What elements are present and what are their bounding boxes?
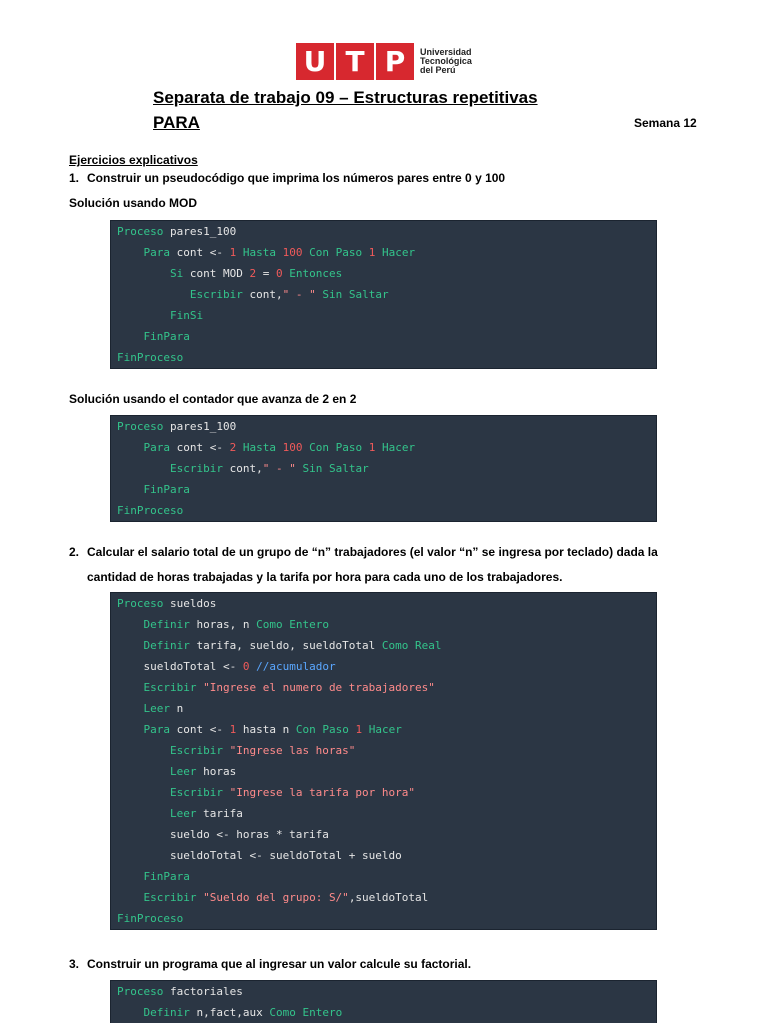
solution-label-mod: Solución usando MOD	[69, 196, 197, 210]
logo-box	[296, 43, 414, 80]
code-line: Escribir cont," - " Sin Saltar	[189, 288, 389, 301]
code-line: FinProceso	[117, 351, 184, 364]
code-block-factoriales	[110, 980, 657, 1023]
code-line: sueldo <- horas * tarifa	[117, 828, 329, 841]
exercise-1	[69, 171, 505, 186]
code-line: Para cont <- 1 hasta n Con Paso 1 Hacer	[143, 723, 402, 736]
code-line: FinProceso	[117, 504, 184, 517]
code-line: Proceso pares1_100	[117, 420, 237, 433]
code-line: Escribir "Ingrese el numero de trabajadores"	[143, 681, 435, 694]
code-line: FinSi	[169, 309, 204, 322]
exercise-3	[69, 957, 471, 972]
code-line: Escribir "Sueldo del grupo: S/",sueldoTotal	[143, 891, 429, 904]
code-line: Escribir "Ingrese las horas"	[169, 744, 356, 757]
exercise-2-line2: cantidad de horas trabajadas y la tarifa por hora para cada uno de los trabajadores.	[87, 570, 563, 584]
exercise-number: 1.	[69, 171, 80, 185]
code-line: Para cont <- 1 Hasta 100 Con Paso 1 Hacer	[143, 246, 416, 259]
code-line: FinProceso	[117, 912, 184, 925]
logo-letter-t: T	[345, 45, 365, 78]
logo-text-line: Tecnológica	[420, 56, 472, 66]
code-line: FinPara	[143, 870, 190, 883]
code-line: sueldoTotal <- 0 //acumulador	[117, 660, 336, 673]
document-title-line2: PARA	[153, 113, 200, 132]
logo-letter-u: U	[303, 45, 327, 78]
exercise-text: Construir un programa que al ingresar un valor calcule su factorial.	[87, 957, 472, 971]
code-line: Para cont <- 2 Hasta 100 Con Paso 1 Hacer	[143, 441, 416, 454]
code-block-counter	[110, 415, 657, 522]
code-line: Leer horas	[169, 765, 237, 778]
code-line: Escribir "Ingrese la tarifa por hora"	[169, 786, 416, 799]
exercise-text: Construir un pseudocódigo que imprima los números pares entre 0 y 100	[87, 171, 506, 185]
code-line: Proceso factoriales	[117, 985, 243, 998]
exercise-number: 3.	[69, 957, 80, 971]
code-line: sueldoTotal <- sueldoTotal + sueldo	[117, 849, 402, 862]
solution-label-counter: Solución usando el contador que avanza de 2 en 2	[69, 392, 357, 406]
exercise-2	[69, 545, 658, 560]
exercise-text: Calcular el salario total de un grupo de “n” trabajadores (el valor “n” se ingresa por teclado) dada la	[87, 545, 658, 559]
code-line: Definir tarifa, sueldo, sueldoTotal Como Real	[143, 639, 442, 652]
logo-text-line: Universidad	[420, 47, 472, 57]
code-line: Escribir cont," - " Sin Saltar	[169, 462, 369, 475]
code-line: Proceso pares1_100	[117, 225, 237, 238]
document-title: Separata de trabajo 09 – Estructuras repetitivas	[153, 88, 538, 107]
code-block-mod	[110, 220, 657, 369]
code-line: FinPara	[143, 483, 190, 496]
code-block-sueldos	[110, 592, 657, 930]
code-line: Leer n	[143, 702, 184, 715]
code-line: FinPara	[143, 330, 190, 343]
logo-text	[420, 48, 472, 75]
code-line: Definir n,fact,aux Como Entero	[143, 1006, 343, 1019]
logo-text-line: del Perú	[420, 65, 456, 75]
logo-letter-p: P	[384, 45, 406, 78]
exercise-number: 2.	[69, 545, 80, 559]
code-line: Leer tarifa	[169, 807, 243, 820]
utp-logo	[296, 43, 472, 80]
code-line: Definir horas, n Como Entero	[143, 618, 329, 631]
code-line: Proceso sueldos	[117, 597, 217, 610]
week-label: Semana 12	[634, 116, 697, 130]
code-line: Si cont MOD 2 = 0 Entonces	[169, 267, 343, 280]
section-heading: Ejercicios explicativos	[69, 153, 198, 167]
